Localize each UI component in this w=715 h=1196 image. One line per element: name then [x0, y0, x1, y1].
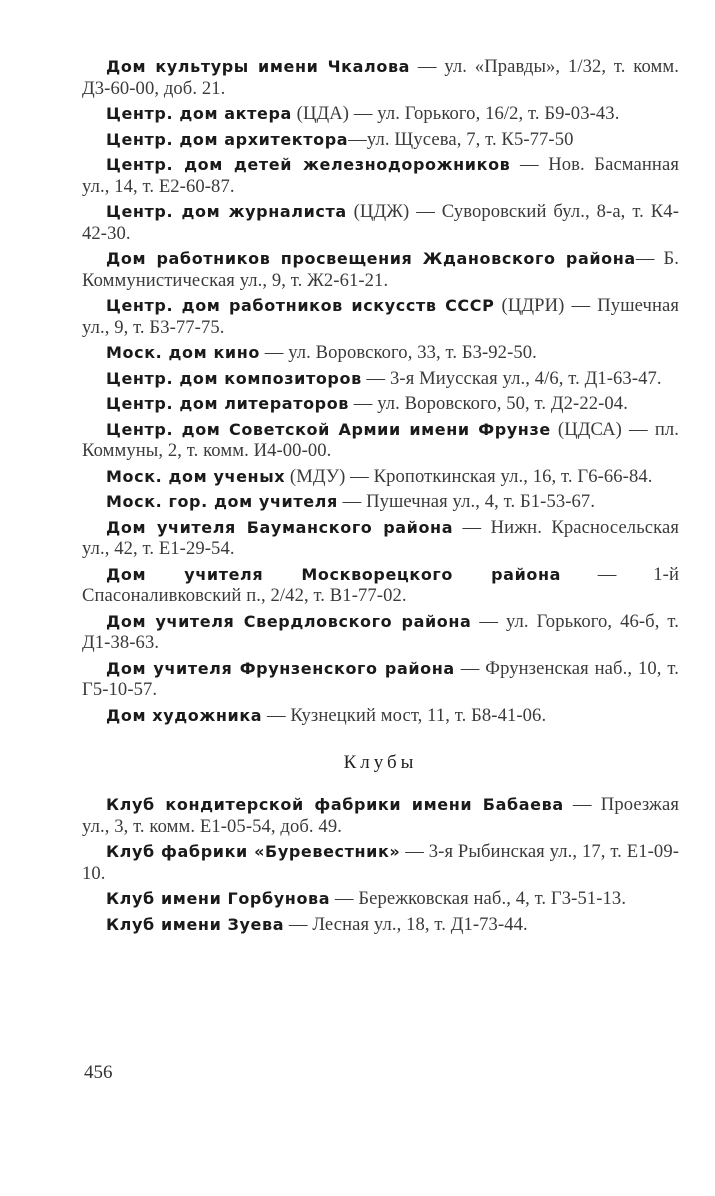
entry-details: — Нов. Басманная ул., 14, т. Е2-60-87.: [82, 154, 679, 197]
list-item: [82, 248, 679, 291]
list-item: [82, 517, 679, 560]
entry-name: Центр. дом актера: [106, 104, 292, 123]
entry-details: (МДУ) — Кропоткинская ул., 16, т. Г6-66-84.: [285, 465, 653, 487]
entry-name: Клуб имени Зуева: [106, 914, 285, 934]
entry-name: Клуб кондитерской фабрики имени Бабаева: [106, 795, 564, 814]
list-item: [82, 56, 679, 99]
list-item: [82, 888, 679, 910]
entry-name: Клуб фабрики «Буревестник»: [106, 842, 401, 861]
entry-details: — ул. «Правды», 1/32, т. комм. Д3-60-00, доб. 21.: [82, 56, 679, 99]
list-item: [82, 342, 679, 364]
entry-details: — ул. Воровского, 33, т. Б3-92-50.: [260, 342, 537, 363]
entry-name: Дом учителя Москворецкого района: [106, 564, 562, 584]
entry-details: (ЦДЖ) — Суворовский бул., 8-а, т. К4-42-30.: [82, 201, 679, 244]
list-item: [82, 129, 679, 151]
entry-name: Дом учителя Фрунзенского района: [106, 658, 455, 678]
list-item: [82, 564, 679, 607]
entry-details: — Кузнецкий мост, 11, т. Б8-41-06.: [262, 704, 547, 726]
entry-details: — Нижн. Красносельская ул., 42, т. Е1-29-54.: [82, 516, 679, 559]
entry-name: Центр. дом композиторов: [106, 368, 362, 388]
entry-name: Моск. гор. дом учителя: [106, 492, 338, 511]
entry-name: Центр. дом детей железнодорожников: [106, 155, 511, 174]
list-item: [82, 794, 679, 837]
list-item: [82, 705, 679, 727]
entry-details: —ул. Щусева, 7, т. К5-77-50: [348, 128, 574, 150]
page-number: 456: [84, 1062, 113, 1083]
entry-name: Дом учителя Свердловского района: [106, 611, 472, 631]
list-item: [82, 393, 679, 415]
entry-details: — 3-я Рыбинская ул., 17, т. Е1-09-10.: [82, 841, 680, 884]
entry-name: Центр. дом журналиста: [106, 202, 347, 221]
list-item: [82, 611, 679, 654]
list-item: [82, 466, 679, 488]
entry-name: Дом художника: [106, 705, 263, 725]
entry-name: Центр. дом работников искусств СССР: [106, 296, 495, 315]
list-item: [82, 154, 679, 197]
entry-details: — Фрунзенская наб., 10, т. Г5-10-57.: [82, 657, 679, 700]
list-item: [82, 491, 679, 513]
entry-name: Центр. дом архитектора: [106, 129, 349, 149]
entry-name: Дом работников просвещения Ждановского района: [106, 249, 636, 268]
entry-details: — Лесная ул., 18, т. Д1-73-44.: [284, 913, 528, 935]
list-item: [82, 419, 679, 462]
entry-details: (ЦДРИ) — Пушечная ул., 9, т. Б3-77-75.: [82, 295, 680, 338]
list-item: [82, 914, 679, 936]
entry-details: (ЦДА) — ул. Горького, 16/2, т. Б9-03-43.: [291, 103, 620, 124]
entry-details: — 3-я Миусская ул., 4/6, т. Д1-63-47.: [361, 367, 662, 389]
entry-name: Дом культуры имени Чкалова: [106, 57, 411, 76]
entry-details: — ул. Воровского, 50, т. Д2-22-04.: [349, 393, 628, 414]
entry-name: Центр. дом литераторов: [106, 394, 350, 413]
entry-name: Клуб имени Горбунова: [106, 889, 331, 908]
entry-name: Центр. дом Советской Армии имени Фрунзе: [106, 419, 551, 439]
list-item: [82, 368, 679, 390]
entry-details: — Пушечная ул., 4, т. Б1-53-67.: [337, 491, 596, 512]
list-item: [82, 103, 679, 125]
entry-details: — 1-й Спасоналивковский п., 2/42, т. В1-77-02.: [82, 563, 679, 606]
entry-details: — Бережковская наб., 4, т. Г3-51-13.: [330, 888, 627, 909]
entry-name: Дом учителя Бауманского района: [106, 517, 454, 537]
entry-details: — ул. Горького, 46-б, т. Д1-38-63.: [82, 610, 679, 653]
list-item: [82, 295, 679, 338]
list-item: [82, 201, 679, 244]
entry-details: (ЦДСА) — пл. Коммуны, 2, т. комм. И4-00-00.: [82, 418, 679, 461]
page-content: [82, 56, 679, 939]
list-item: [82, 658, 679, 701]
entry-details: — Б. Коммунистическая ул., 9, т. Ж2-61-21.: [82, 248, 679, 291]
entry-details: — Проезжая ул., 3, т. комм. Е1-05-54, доб. 49.: [82, 794, 679, 837]
entry-name: Моск. дом кино: [106, 343, 260, 362]
entry-name: Моск. дом ученых: [106, 466, 286, 486]
section-heading: Клубы: [343, 752, 418, 773]
list-item: [82, 841, 679, 884]
